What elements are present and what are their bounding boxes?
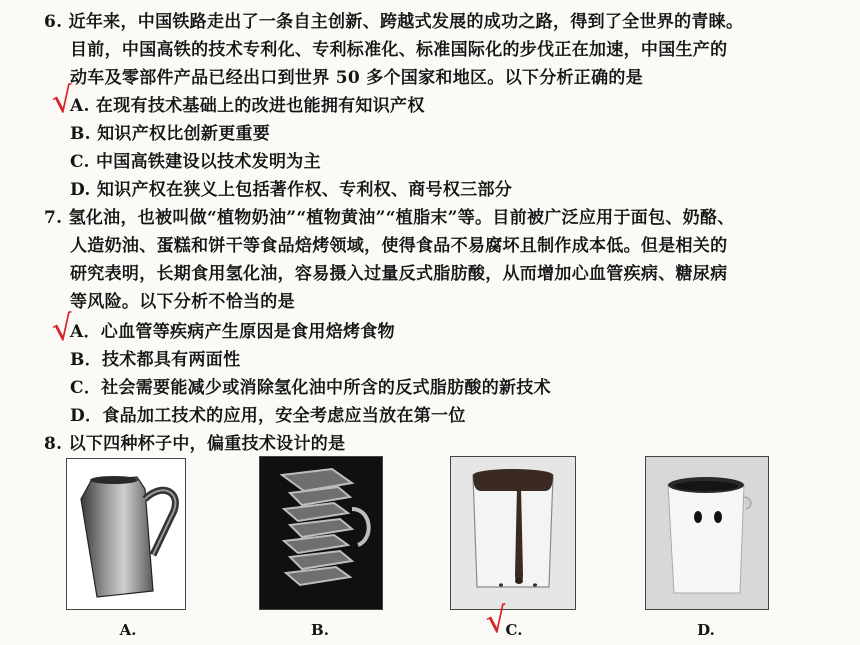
cup-a-image — [66, 458, 186, 610]
cup-b-caption: B. — [311, 621, 329, 639]
q8-stem: 以下四种杯子中，偏重技术设计的是 — [68, 434, 346, 454]
q7-stem-3: 研究表明，长期食用氢化油，容易摄入过量反式脂肪酸，从而增加心血管疾病、糖尿病 — [70, 264, 728, 284]
q7-option-c: C．社会需要能减少或消除氢化油中所含的反式脂肪酸的新技术 — [70, 378, 551, 398]
cup-c-caption: C. — [505, 621, 523, 639]
q7-stem-1: 氢化油，也被叫做“植物奶油”“植物黄油”“植脂末”等。目前被广泛应用于面包、奶酪、 — [68, 208, 735, 228]
q6-stem-2: 目前，中国高铁的技术专利化、专利标准化、标准国际化的步伐正在加速，中国生产的 — [70, 40, 728, 60]
q6-option-c: C. 中国高铁建设以技术发明为主 — [70, 152, 321, 172]
q6-stem-3: 动车及零部件产品已经出口到世界 50 多个国家和地区。以下分析正确的是 — [70, 68, 643, 88]
q7-line-1 — [44, 206, 735, 230]
q7-option-a: A．心血管等疾病产生原因是食用焙烤食物 — [70, 322, 395, 342]
q6-stem-1: 近年来，中国铁路走出了一条自主创新、跨越式发展的成功之路，得到了全世界的青睐。 — [68, 12, 744, 32]
q7-stem-2: 人造奶油、蛋糕和饼干等食品焙烤领域，使得食品不易腐坏且制作成本低。但是相关的 — [70, 236, 728, 256]
cup-c-image — [450, 456, 576, 610]
q8-line-1 — [44, 432, 345, 456]
cup-d-caption: D. — [697, 621, 715, 639]
q6-option-b: B. 知识产权比创新更重要 — [70, 124, 271, 144]
q6-option-d: D. 知识产权在狭义上包括著作权、专利权、商号权三部分 — [70, 180, 513, 200]
cup-b-image — [259, 456, 383, 610]
q8-number: 8. — [44, 434, 63, 454]
q7-stem-4: 等风险。以下分析不恰当的是 — [70, 292, 295, 312]
q7-check-mark-icon: √ — [49, 307, 77, 351]
q7-number: 7. — [44, 208, 63, 228]
q7-option-b: B．技术都具有两面性 — [70, 350, 241, 370]
q6-line-1 — [44, 10, 743, 34]
q6-option-a: A. 在现有技术基础上的改进也能拥有知识产权 — [70, 96, 425, 116]
q6-check-mark-icon: √ — [49, 79, 77, 123]
cup-a-caption: A. — [119, 621, 137, 639]
cup-d-image — [645, 456, 769, 610]
q8-check-mark-icon: √ — [483, 599, 511, 643]
q6-number: 6. — [44, 12, 63, 32]
q7-option-d: D．食品加工技术的应用，安全考虑应当放在第一位 — [70, 406, 466, 426]
